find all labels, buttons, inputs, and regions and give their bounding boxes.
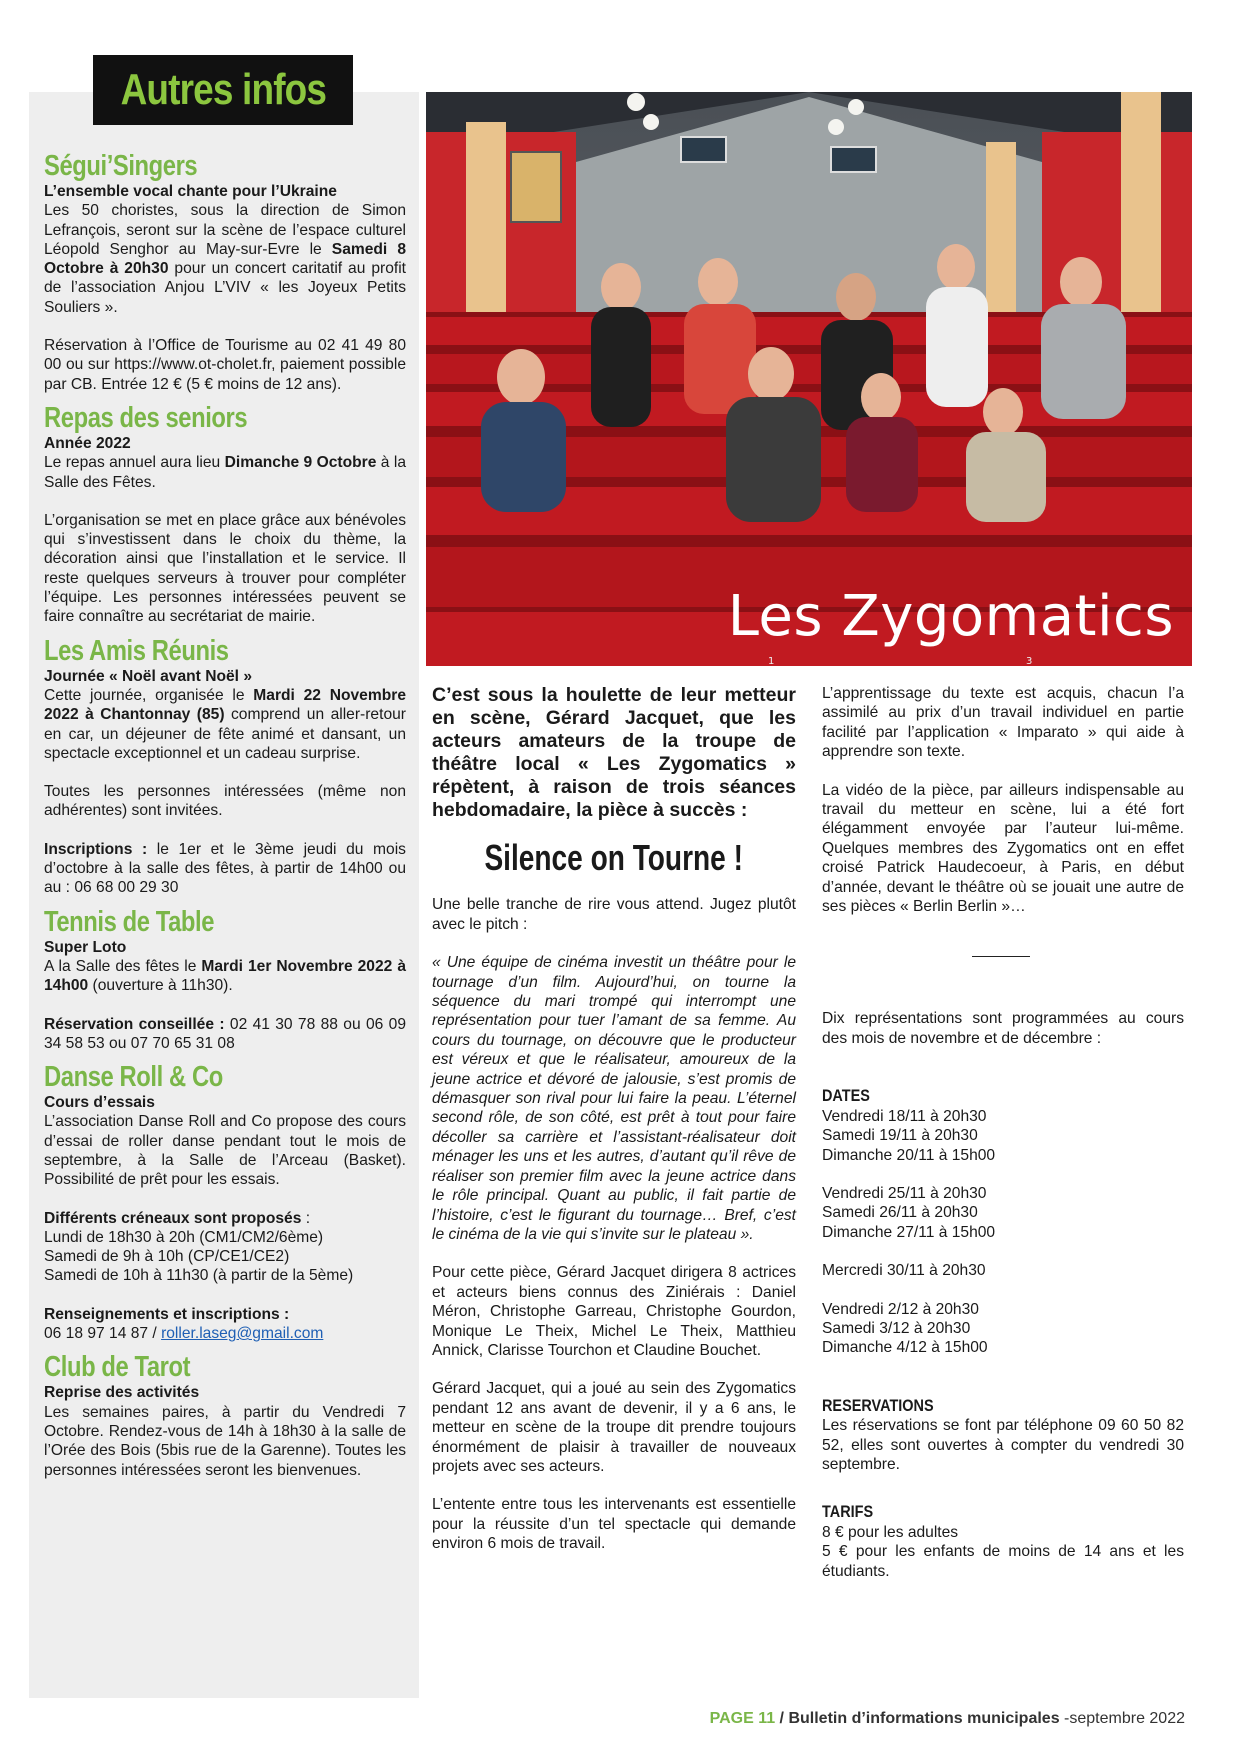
reservations-heading bbox=[822, 1396, 1184, 1416]
theatre-photo bbox=[426, 92, 1192, 666]
article-column-2 bbox=[822, 684, 1184, 1581]
text: pour un concert caritatif au profit de l’association Anjou L’VIV « les Joyeux Petits Souliers ». bbox=[44, 260, 406, 316]
paragraph: L’association Danse Roll and Co propose des cours d’essai de roller danse pendant tout le mois de septembre, à la Salle de l’Arceau (Basket). Possibilité de prêt pour les essais. bbox=[44, 1113, 406, 1189]
photo-title: Les Zygomatics bbox=[727, 584, 1174, 649]
slot-item: Lundi de 18h30 à 20h (CM1/CM2/6ème) bbox=[44, 1228, 324, 1246]
paragraph bbox=[44, 840, 406, 898]
tarif-item: 8 € pour les adultes bbox=[822, 1523, 959, 1541]
text: comprend un aller-retour en car, un déjeuner de fête animé et dansant, un spectacle exceptionnel et un cadeau surprise. bbox=[44, 706, 406, 762]
paragraph: Dix représentations sont programmées au cours des mois de novembre et de décembre : bbox=[822, 1010, 1184, 1047]
section-title: Tennis de Table bbox=[44, 905, 215, 938]
date-item: Vendredi 2/12 à 20h30 bbox=[822, 1300, 979, 1318]
bulletin-name: Bulletin d’informations municipales bbox=[788, 1710, 1060, 1727]
section-subtitle: Journée « Noël avant Noël » bbox=[44, 667, 252, 685]
paragraph: La vidéo de la pièce, par ailleurs indispensable au travail du metteur en scène, lui a été fort élégamment envoyée par l’auteur lui-même. Quelques membres des Zygomatics ont en effet croisé Patrick Haudecoeur, à Paris, en début d’année, devant le théâtre où se jouait une autre de ses pièces « Berlin Berlin »… bbox=[822, 781, 1184, 916]
page-header-title: Autres infos bbox=[120, 65, 326, 114]
section-danse-roll bbox=[44, 1061, 406, 1343]
text: Cette journée, organisée le bbox=[44, 686, 254, 704]
date-item: Samedi 26/11 à 20h30 bbox=[822, 1204, 978, 1222]
section-amis-reunis bbox=[44, 635, 406, 898]
pitch-quote: « Une équipe de cinéma investit un théâtre pour le tournage d’un film. Aujourd’hui, on tourne la séquence du mari trompé qui interrompt une représentation pour tuer l’amant de sa femme. Au cours du tournage, on découvre que le producteur est véreux et que le réalisateur, amoureux de la jeune actrice et dévoré de jalousie, s’est promis de démasquer son rival pour lui faire la peau. L’éternel second rôle, de son côté, est prêt à tout pour faire décoller sa carrière et l’assistant-réalisateur doit ménager les uns et les autres, d’autant qu’il rêve de réaliser son premier film avec la jeune actrice dans le rôle principal. Quant au public, il fait partie de l’histoire, c’est le figurant du tournage… Bref, c’est le cinéma de la vie qui s’invite sur le plateau ». bbox=[432, 954, 796, 1243]
footer-separator: / bbox=[775, 1710, 789, 1727]
paragraph bbox=[44, 1015, 406, 1054]
show-title-text: Silence on Tourne ! bbox=[484, 837, 744, 878]
text: Les 50 choristes, sous la direction de Simon Lefrançois, seront sur la scène de l’espace culturel Léopold Senghor au May-sur-Evre le bbox=[44, 202, 406, 258]
text: (ouverture à 11h30). bbox=[88, 977, 233, 995]
paragraph bbox=[44, 453, 406, 492]
text: Le repas annuel aura lieu bbox=[44, 454, 225, 472]
date-item: Samedi 19/11 à 20h30 bbox=[822, 1127, 978, 1145]
phone: 06 18 97 14 87 / bbox=[44, 1325, 162, 1343]
date-item: Vendredi 18/11 à 20h30 bbox=[822, 1107, 987, 1125]
ceiling-light bbox=[848, 99, 864, 115]
ceiling-light bbox=[643, 114, 659, 130]
section-tennis-de-table bbox=[44, 906, 406, 1053]
date-item: Dimanche 20/11 à 15h00 bbox=[822, 1146, 996, 1164]
photo-illustration bbox=[426, 92, 1192, 666]
wall-painting bbox=[511, 152, 561, 222]
tarif-item: 5 € pour les enfants de moins de 14 ans et les étudiants. bbox=[822, 1543, 1184, 1580]
section-subtitle: Reprise des activités bbox=[44, 1384, 200, 1402]
window-right bbox=[831, 147, 876, 172]
paragraph: Réservation à l’Office de Tourisme au 02 41 49 80 00 ou sur https://www.ot-cholet.fr, paiement possible par CB. Entrée 12 € (5 € moins de 12 ans). bbox=[44, 337, 406, 393]
section-subtitle: L’ensemble vocal chante pour l’Ukraine bbox=[44, 183, 337, 200]
paragraph: Toutes les personnes intéressées (même non adhérentes) sont invitées. bbox=[44, 783, 406, 820]
heading-text: RESERVATIONS bbox=[822, 1395, 934, 1415]
text: : bbox=[301, 1209, 311, 1227]
text: à la Salle des Fêtes. bbox=[44, 454, 406, 491]
tarifs-heading bbox=[822, 1502, 1184, 1522]
paragraph bbox=[44, 201, 406, 317]
date-item: Samedi 3/12 à 20h30 bbox=[822, 1319, 971, 1337]
seat-number-label: 1 bbox=[768, 656, 775, 666]
section-club-tarot bbox=[44, 1351, 406, 1479]
text: 02 41 30 78 88 ou 06 09 34 58 53 ou 07 70 65 31 08 bbox=[44, 1015, 406, 1052]
dates-heading bbox=[822, 1086, 1184, 1106]
heading-text: TARIFS bbox=[822, 1502, 874, 1522]
label: Réservation conseillée : bbox=[44, 1015, 230, 1033]
text: le 1er et le 3ème jeudi du mois d’octobre à la salle des fêtes, à partir de 14h00 ou au : 06 68 00 29 30 bbox=[44, 840, 406, 897]
section-subtitle: Année 2022 bbox=[44, 434, 131, 452]
date-group bbox=[822, 1300, 1184, 1358]
paragraph: Pour cette pièce, Gérard Jacquet dirigera 8 actrices et acteurs biens connus des Ziniérais : Daniel Méron, Christophe Garreau, Christophe Gourdon, Monique Le Theix, Michel Le Theix, Matthieu Annick, Clarisse Tourchon et Claudine Bouchet. bbox=[432, 1264, 796, 1359]
section-title: Ségui’Singers bbox=[44, 150, 198, 182]
section-title: Repas des seniors bbox=[44, 401, 248, 434]
slot-item: Samedi de 10h à 11h30 (à partir de la 5ème) bbox=[44, 1267, 354, 1285]
label: Renseignements et inscriptions : bbox=[44, 1305, 290, 1323]
page-footer bbox=[710, 1710, 1185, 1728]
section-title: Club de Tarot bbox=[44, 1351, 191, 1384]
date-item: Dimanche 4/12 à 15h00 bbox=[822, 1339, 988, 1357]
ceiling-light bbox=[828, 119, 844, 135]
issue-month: -septembre 2022 bbox=[1059, 1710, 1185, 1727]
highlight-date: Mardi 1er Novembre 2022 à 14h00 bbox=[44, 957, 406, 995]
page-number: PAGE 11 bbox=[709, 1710, 776, 1727]
section-title: Les Amis Réunis bbox=[44, 634, 229, 667]
section-segui-singers bbox=[44, 150, 406, 394]
paragraph bbox=[44, 1209, 406, 1228]
paragraph: L’organisation se met en place grâce aux bénévoles qui s’investissent dans le choix du thème, la décoration ainsi que l’installation et le service. Il reste quelques serveurs à trouver pour compléter l’équipe. Les personnes intéressées peuvent se faire connaître au secrétariat de mairie. bbox=[44, 511, 406, 626]
text: A la Salle des fêtes le bbox=[44, 957, 202, 975]
date-item: Dimanche 27/11 à 15h00 bbox=[822, 1223, 996, 1241]
email-link[interactable]: roller.laseg@gmail.com bbox=[161, 1325, 324, 1343]
sidebar-content bbox=[44, 150, 406, 1488]
paragraph: L’entente entre tous les intervenants est essentielle pour la réussite d’un tel spectacle qui demande environ 6 mois de travail. bbox=[432, 1496, 796, 1553]
article-column-1 bbox=[432, 684, 796, 1554]
date-group bbox=[822, 1107, 1184, 1165]
label: Inscriptions : bbox=[44, 840, 157, 858]
paragraph: Les semaines paires, à partir du Vendredi 7 Octobre. Rendez-vous de 14h à 18h30 à la salle de l’Orée des Bois (5bis rue de la Garenne). Toutes les personnes intéressées seront les bienvenues. bbox=[44, 1403, 406, 1479]
paragraph bbox=[44, 686, 406, 763]
show-title bbox=[432, 837, 796, 878]
paragraph: Les réservations se font par téléphone 09 60 50 82 52, elles sont ouvertes à compter du vendredi 30 septembre. bbox=[822, 1417, 1184, 1473]
paragraph: Une belle tranche de rire vous attend. Jugez plutôt avec le pitch : bbox=[432, 896, 796, 933]
paragraph bbox=[44, 957, 406, 996]
ceiling-light bbox=[627, 93, 645, 111]
paragraph: Gérard Jacquet, qui a joué au sein des Zygomatics pendant 12 ans avant de devenir, il y a 6 ans, le metteur en scène de la troupe dit prendre toujours énormément de plaisir à travailler de nouveaux projets avec ses acteurs. bbox=[432, 1380, 796, 1475]
page-header bbox=[93, 55, 353, 125]
section-subtitle: Cours d’essais bbox=[44, 1094, 155, 1112]
slot-item: Samedi de 9h à 10h (CP/CE1/CE2) bbox=[44, 1248, 290, 1266]
date-item: Mercredi 30/11 à 20h30 bbox=[822, 1262, 986, 1280]
highlight-date: Dimanche 9 Octobre bbox=[224, 454, 377, 472]
label: Différents créneaux sont proposés bbox=[44, 1209, 302, 1227]
date-item: Vendredi 25/11 à 20h30 bbox=[822, 1184, 987, 1202]
paragraph: L’apprentissage du texte est acquis, chacun l’a assimilé au prix d’un travail individuel en partie facilité par l’application « Imparato » qui aide à apprendre son texte. bbox=[822, 685, 1184, 761]
section-title: Danse Roll & Co bbox=[44, 1061, 223, 1094]
heading-text: DATES bbox=[822, 1086, 870, 1106]
paragraph bbox=[44, 1324, 406, 1343]
highlight-date: Mardi 22 Novembre 2022 à Chantonnay (85) bbox=[44, 686, 406, 724]
article-lead: C’est sous la houlette de leur metteur en scène, Gérard Jacquet, que les acteurs amateurs de la troupe de théâtre local « Les Zygomatics » répètent, à raison de trois séances hebdomadaire, la pièce à succès : bbox=[432, 684, 796, 821]
section-repas-seniors bbox=[44, 402, 406, 627]
highlight-date: Samedi 8 Octobre à 20h30 bbox=[44, 240, 406, 278]
seat-number-label: 3 bbox=[1026, 656, 1033, 666]
date-group bbox=[822, 1261, 1184, 1280]
date-group bbox=[822, 1184, 1184, 1242]
section-subtitle: Super Loto bbox=[44, 938, 127, 956]
window-left bbox=[681, 137, 726, 162]
